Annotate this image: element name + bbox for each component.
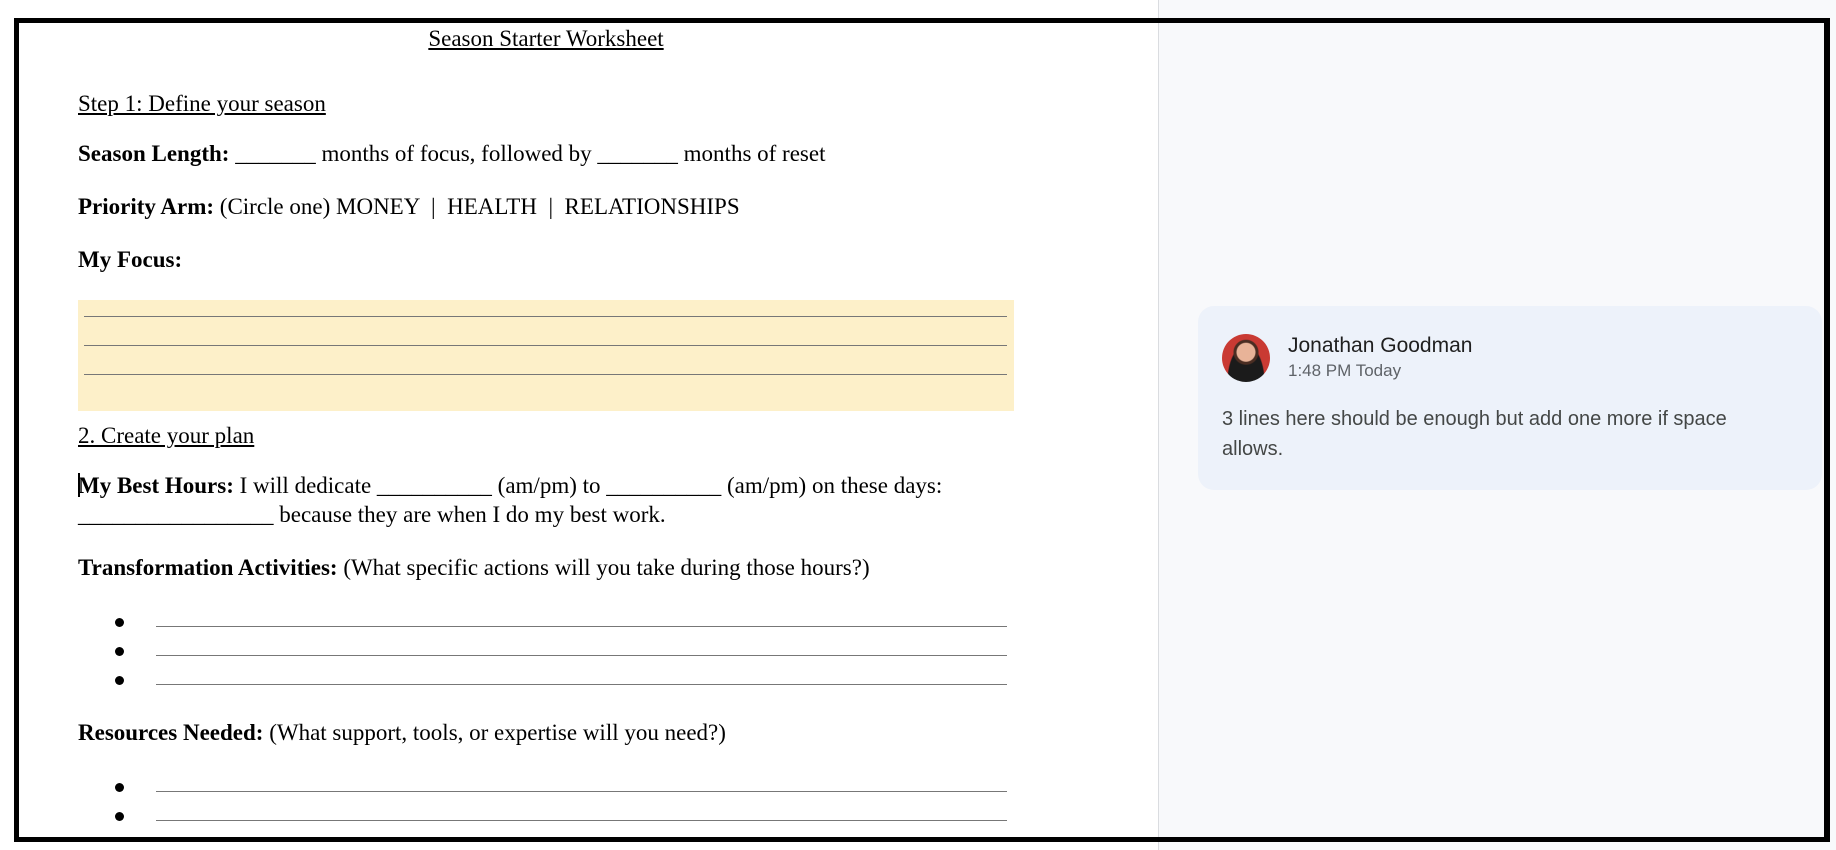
focus-rule-2 [84, 345, 1007, 346]
resources-line [78, 720, 726, 746]
activity-bullet-2[interactable] [78, 641, 1014, 665]
activity-bullet-3[interactable] [78, 670, 1014, 694]
resources-text: (What support, tools, or expertise will you need?) [263, 720, 726, 745]
bullet-dot [115, 618, 124, 627]
bullet-dot [115, 676, 124, 685]
best-hours-line-2: _________________ because they are when I do my best work. [78, 502, 666, 527]
bullet-rule [156, 791, 1007, 792]
comment-card[interactable] [1198, 306, 1822, 490]
my-focus-line [78, 247, 182, 273]
bullet-rule [156, 655, 1007, 656]
comment-timestamp: 1:48 PM Today [1288, 361, 1402, 380]
activities-label: Transformation Activities: [78, 555, 338, 580]
activity-bullet-1[interactable] [78, 612, 1014, 636]
avatar[interactable] [1222, 334, 1270, 382]
focus-highlight-box[interactable] [78, 300, 1014, 411]
my-focus-label: My Focus: [78, 247, 183, 272]
bullet-dot [115, 812, 124, 821]
step2-heading: 2. Create your plan [78, 423, 255, 448]
priority-arm-text: (Circle one) MONEY | HEALTH | RELATIONSHIPS [214, 194, 740, 219]
season-length-text: _______ months of focus, followed by _______ months of reset [229, 141, 826, 166]
focus-rule-3 [84, 374, 1007, 375]
bullet-rule [156, 684, 1007, 685]
priority-arm-line [78, 194, 740, 220]
bullet-dot [115, 783, 124, 792]
bullet-rule [156, 626, 1007, 627]
season-length-line [78, 141, 825, 167]
bullet-dot [115, 647, 124, 656]
comment-text: 3 lines here should be enough but add one more if space allows. [1222, 408, 1727, 460]
activities-text: (What specific actions will you take during those hours?) [337, 555, 870, 580]
priority-arm-label: Priority Arm: [78, 194, 215, 219]
season-length-label: Season Length: [78, 141, 230, 166]
best-hours-text: I will dedicate __________ (am/pm) to __________ (am/pm) on these days: [233, 473, 943, 498]
resource-bullet-1[interactable] [78, 777, 1014, 801]
resources-label: Resources Needed: [78, 720, 264, 745]
comment-author: Jonathan Goodman [1288, 334, 1473, 357]
best-hours-label: My Best Hours: [78, 473, 234, 498]
activities-line [78, 555, 870, 581]
document-title: Season Starter Worksheet [428, 26, 664, 51]
best-hours-line [78, 473, 942, 499]
resource-bullet-2[interactable] [78, 806, 1014, 830]
bullet-rule [156, 820, 1007, 821]
step1-heading: Step 1: Define your season [78, 91, 326, 116]
focus-rule-1 [84, 316, 1007, 317]
